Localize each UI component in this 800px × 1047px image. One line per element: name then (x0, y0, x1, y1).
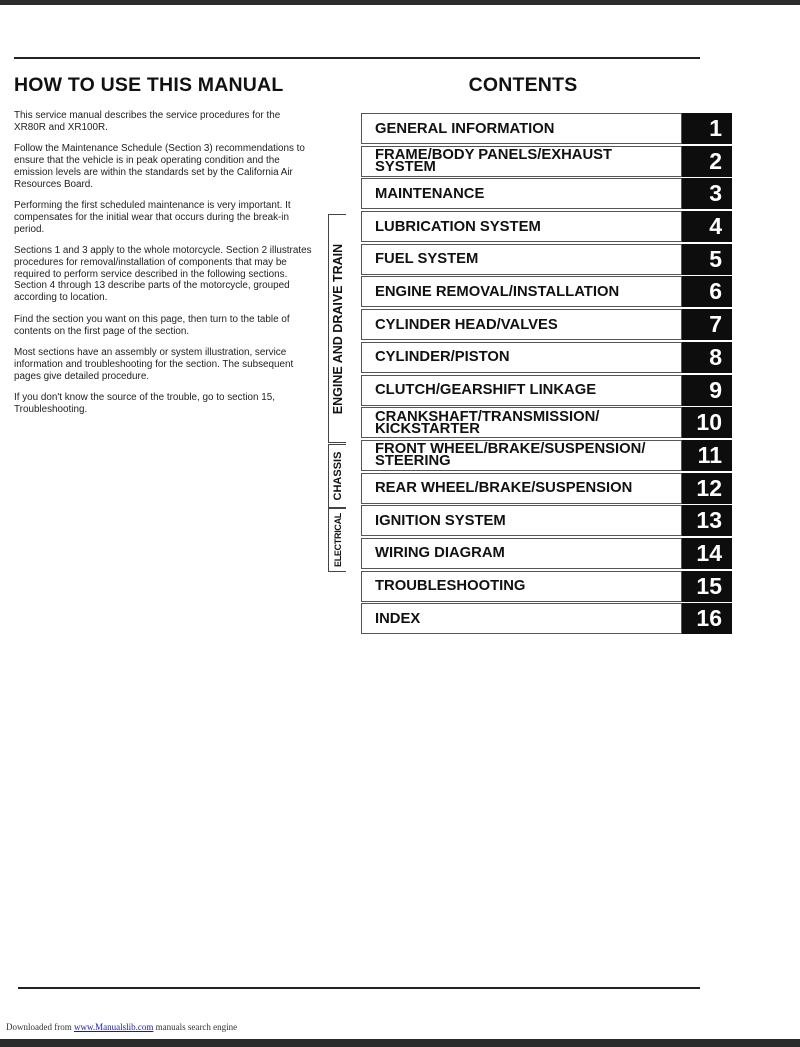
toc-item-label: FRONT WHEEL/BRAKE/SUSPENSION/ STEERING (375, 441, 646, 470)
toc-item-label: CYLINDER HEAD/VALVES (375, 316, 558, 333)
section-number-tab: 8 (682, 342, 732, 373)
section-number-tab: 16 (682, 603, 732, 634)
section-number-tab: 1 (682, 113, 732, 144)
group-bracket-electrical (328, 508, 346, 572)
manualslib-link[interactable]: www.Manualslib.com (73, 1022, 154, 1032)
toc-item-label: CYLINDER/PISTON (375, 349, 510, 366)
intro-text (14, 110, 312, 426)
toc-item-label: FRAME/BODY PANELS/EXHAUST SYSTEM (375, 147, 613, 176)
section-number-tab: 6 (682, 276, 732, 307)
section-number-tab: 13 (682, 505, 732, 536)
toc-item-11[interactable] (361, 440, 733, 471)
section-number-tab: 11 (682, 440, 732, 471)
bottom-rule (18, 987, 700, 989)
top-rule (14, 57, 700, 59)
paragraph: If you don't know the source of the trouble, go to section 15, Troubleshooting. (14, 392, 275, 416)
toc-item-label: CRANKSHAFT/TRANSMISSION/ KICKSTARTER (375, 408, 600, 437)
toc-item-label: IGNITION SYSTEM (375, 512, 506, 529)
toc-item-label: INDEX (375, 610, 421, 627)
toc-item-label: TROUBLESHOOTING (375, 578, 526, 595)
toc-item-14[interactable] (361, 538, 733, 569)
group-bracket-chassis (328, 444, 346, 508)
toc-item-label: ENGINE REMOVAL/INSTALLATION (375, 283, 620, 300)
toc-item-label: LUBRICATION SYSTEM (375, 218, 541, 235)
paragraph: This service manual describes the service procedures for the XR80R and XR100R. (14, 110, 281, 133)
group-bracket-engine (328, 214, 346, 443)
toc-item-10[interactable] (361, 407, 733, 438)
section-number-tab: 7 (682, 309, 732, 340)
section-number-tab: 2 (682, 146, 732, 177)
section-number-tab: 12 (682, 473, 732, 504)
toc-item-label: FUEL SYSTEM (375, 251, 479, 268)
section-number-tab: 9 (682, 375, 732, 406)
toc-item-15[interactable] (361, 571, 733, 602)
paragraph: Find the section you want on this page, then turn to the table of contents on the first page of the section. (14, 313, 290, 337)
section-number-tab: 5 (682, 244, 732, 275)
toc-item-9[interactable] (361, 375, 733, 406)
section-number-tab: 10 (682, 407, 732, 438)
paragraph: Most sections have an assembly or system illustration, service information and troubleshooting for the section. The subsequent pages give detailed procedure. (14, 347, 294, 382)
footer-suffix: manuals search engine (155, 1022, 238, 1032)
paragraph: Follow the Maintenance Schedule (Section 3) recommendations to ensure that the vehicle is in peak operating condition and the emission levels are within the standards set by the California Air Resources Board. (14, 143, 305, 190)
section-number-tab: 14 (682, 538, 732, 569)
group-label-electrical: ELECTRICAL (332, 513, 343, 567)
toc-item-6[interactable] (361, 276, 733, 307)
toc-item-4[interactable] (361, 211, 733, 242)
toc-item-5[interactable] (361, 244, 733, 275)
footer-prefix: Downloaded from (6, 1022, 72, 1032)
toc-item-3[interactable] (361, 178, 733, 209)
top-border (0, 0, 800, 5)
toc-item-label: MAINTENANCE (375, 185, 485, 202)
contents-list (361, 113, 733, 636)
paragraph: Performing the first scheduled maintenance is very important. It compensates for the initial wear that occurs during the break-in period. (14, 200, 291, 235)
toc-item-label: WIRING DIAGRAM (375, 545, 505, 562)
download-footer (6, 1022, 237, 1032)
toc-item-label: GENERAL INFORMATION (375, 120, 555, 137)
contents-title: CONTENTS (468, 74, 578, 96)
toc-item-12[interactable] (361, 473, 733, 504)
page-title: HOW TO USE THIS MANUAL (14, 74, 284, 96)
toc-item-16[interactable] (361, 603, 733, 634)
group-label-engine: ENGINE AND DRAIVE TRAIN (330, 243, 345, 414)
section-number-tab: 3 (682, 178, 732, 209)
toc-item-1[interactable] (361, 113, 733, 144)
section-number-tab: 15 (682, 571, 732, 602)
bottom-border (0, 1039, 800, 1047)
group-label-chassis: CHASSIS (331, 451, 344, 501)
toc-item-label: REAR WHEEL/BRAKE/SUSPENSION (375, 480, 633, 497)
toc-item-7[interactable] (361, 309, 733, 340)
section-number-tab: 4 (682, 211, 732, 242)
toc-item-label: CLUTCH/GEARSHIFT LINKAGE (375, 382, 597, 398)
paragraph: Sections 1 and 3 apply to the whole motorcycle. Section 2 illustrates procedures for removal/installation of components that may be required to perform service described in the following sections. Section 4 through 13 describe parts of the motorcycle, grouped according to location. (14, 245, 312, 304)
toc-item-13[interactable] (361, 505, 733, 536)
toc-item-8[interactable] (361, 342, 733, 373)
toc-item-2[interactable] (361, 146, 733, 177)
